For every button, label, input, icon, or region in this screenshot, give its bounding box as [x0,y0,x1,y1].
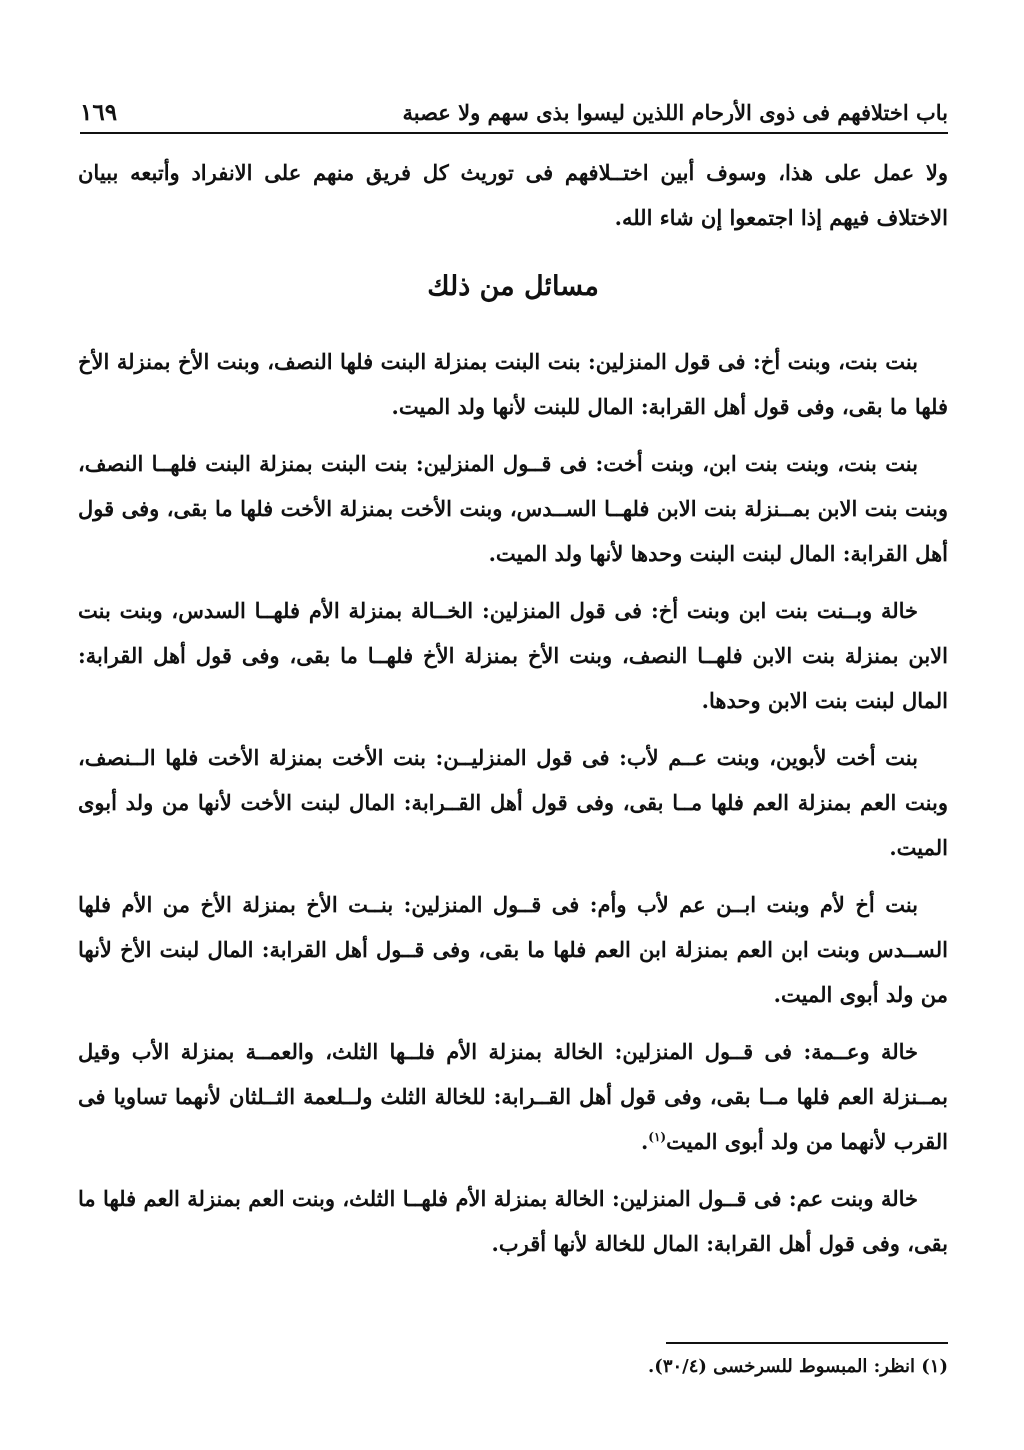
main-text [78,150,948,1278]
footnote-divider [666,1342,948,1344]
paragraph-7: خالة وبنت عم: فى قــول المنزلين: الخالة بمنزلة الأم فلهــا الثلث، وبنت العم بمنزلة العم فلها ما بقى، وفى قول أهل القرابة: المال للخالة لأنها أقرب. [78,1186,948,1256]
paragraph-2: بنت بنت، وبنت بنت ابن، وبنت أخت: فى قــول المنزلين: بنت البنت بمنزلة البنت فلهــا النصف، وبنت بنت الابن بمــنزلة بنت الابن فلهــا الســدس، وبنت الأخت بمنزلة الأخت فلها ما بقى، وفى قول أهل القرابة: المال لبنت البنت وحدها لأنها ولد الميت. [78,451,948,566]
paragraph-1: بنت بنت، وبنت أخ: فى قول المنزلين: بنت البنت بمنزلة البنت فلها النصف، وبنت الأخ بمنزلة الأخ فلها ما بقى، وفى قول أهل القرابة: المال للبنت لأنها ولد الميت. [78,349,948,419]
intro-paragraph: ولا عمل على هذا، وسوف أبين اختــلافهم فى توريث كل فريق منهم على الانفراد وأتبعه ببيان الاختلاف فيهم إذا اجتمعوا إن شاء الله. [78,160,948,230]
running-title: باب اختلافهم فى ذوى الأرحام اللذين ليسوا بذى سهم ولا عصبة [402,99,948,125]
paragraph-6-text: خالة وعــمة: فى قــول المنزلين: الخالة بمنزلة الأم فلــها الثلث، والعمــة بمنزلة الأب وقيل بمــنزلة العم فلها مــا بقى، وفى قول أهل القــرابة: للخالة الثلث ولــلعمة الثــلثان لأنهما تساويا فى القرب لأنهما من ولد أبوى الميت [78,1039,948,1154]
footnote-marker: (١) [648,1130,667,1144]
page-number: ١٦٩ [80,98,118,126]
footnote: (١) انظر: المبسوط للسرخسى (٣٠/٤). [648,1356,948,1377]
running-header [80,92,948,134]
paragraph-3: خالة وبــنت بنت ابن وبنت أخ: فى قول المنزلين: الخــالة بمنزلة الأم فلهــا السدس، وبنت بنت الابن بمنزلة بنت الابن فلهــا النصف، وبنت الأخ بمنزلة الأخ فلهــا ما بقى، وفى قول أهل القرابة: المال لبنت بنت الابن وحدها. [78,598,948,713]
section-heading: مسائل من ذلك [427,271,599,302]
paragraph-4: بنت أخت لأبوين، وبنت عــم لأب: فى قول المنزليــن: بنت الأخت بمنزلة الأخت فلها الــنصف، وبنت العم بمنزلة العم فلها مــا بقى، وفى قول أهل القــرابة: المال لبنت الأخت لأنها من ولد أبوى الميت. [78,745,948,860]
paragraph-6: خالة وعــمة: فى قــول المنزلين: الخالة بمنزلة الأم فلــها الثلث، والعمــة بمنزلة الأب وقيل بمــنزلة العم فلها مــا بقى، وفى قول أهل القــرابة: للخالة الثلث ولــلعمة الثــلثان لأنهما تساويا فى القرب لأنهما من ولد أبوى الميت$^{(١)}$. [78,1039,948,1154]
paragraph-5: بنت أخ لأم وبنت ابــن عم لأب وأم: فى قــول المنزلين: بنــت الأخ بمنزلة الأخ من الأم فلها الســدس وبنت ابن العم بمنزلة ابن العم فلها ما بقى، وفى قــول أهل القرابة: المال لبنت الأخ لأنها من ولد أبوى الميت. [78,892,948,1007]
